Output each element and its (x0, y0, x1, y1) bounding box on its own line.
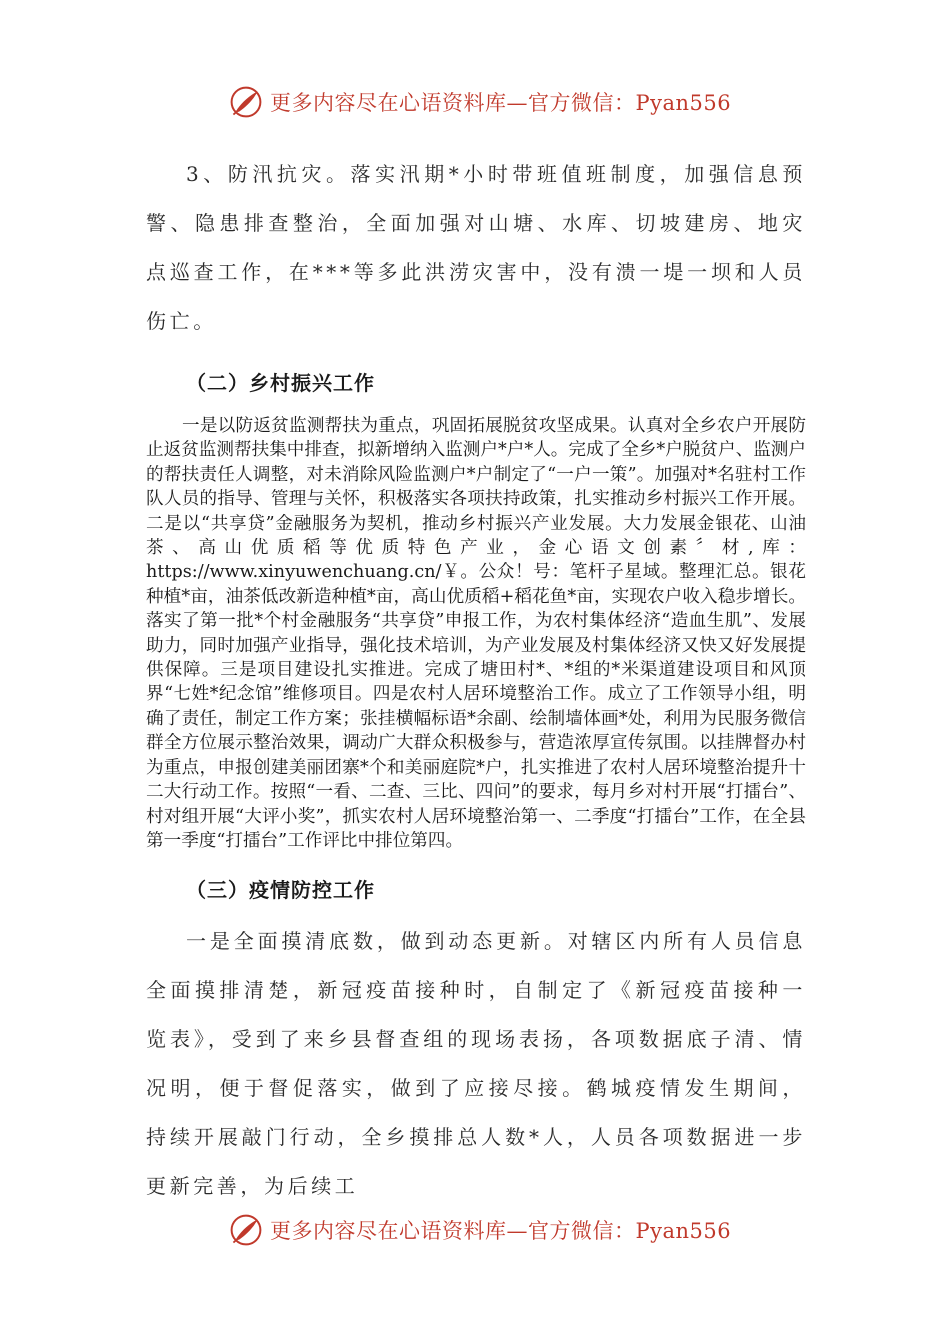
document-body (146, 150, 806, 1211)
epidemic-control-heading: （三）疫情防控工作 (186, 878, 375, 903)
footer-watermark-text: 更多内容尽在心语资料库—官方微信：Pyan556 (270, 1219, 732, 1243)
epidemic-control-paragraph: 一是全面摸清底数，做到动态更新。对辖区内所有人员信息全面摸排清楚，新冠疫苗接种时，自制定了《新冠疫苗接种一览表》，受到了来乡县督查组的现场表扬，各项数据底子清、情况明，便于督促落实，做到了应接尽接。鹤城疫情发生期间，持续开展敲门行动，全乡摸排总人数*人，人员各项数据进一步更新完善，为后续工 (146, 929, 806, 1199)
header-watermark-text: 更多内容尽在心语资料库—官方微信：Pyan556 (270, 91, 732, 115)
quill-pen-logo-icon (228, 84, 264, 120)
footer-watermark-banner (228, 1210, 748, 1250)
rural-revitalization-paragraph: 一是以防返贫监测帮扶为重点，巩固拓展脱贫攻坚成果。认真对全乡农户开展防止返贫监测帮扶集中排查，拟新增纳入监测户*户*人。完成了全乡*户脱贫户、监测户的帮扶责任人调整，对未消除风险监测户*户制定了“一户一策”。加强对*名驻村工作队人员的指导、管理与关怀，积极落实各项扶持政策，扎实推动乡村振兴工作开展。二是以“共享贷”金融服务为契机，推动乡村振兴产业发展。大力发展金银花、山油茶、高山优质稻等优质特色产业，金心语文创素〞材,库：https://www.xinyuwenchuang.cn/￥。公众！号：笔杆子星域。整理汇总。银花种植*亩，油茶低改新造种植*亩，高山优质稻+稻花鱼*亩，实现农户收入稳步增长。落实了第一批*个村金融服务“共享贷”申报工作，为农村集体经济“造血生肌”、发展助力，同时加强产业指导，强化技术培训，为产业发展及村集体经济又快又好发展提供保障。三是项目建设扎实推进。完成了塘田村*、*组的*米渠道建设项目和风顶界“七姓*纪念馆”维修项目。四是农村人居环境整治工作。成立了工作领导小组，明确了责任，制定工作方案；张挂横幅标语*余副、绘制墙体画*处，利用为民服务微信群全方位展示整治效果，调动广大群众积极参与，营造浓厚宣传氛围。以挂牌督办村为重点，申报创建美丽团寨*个和美丽庭院*户，扎实推进了农村人居环境整治提升十二大行动工作。按照“一看、二查、三比、四问”的要求，每月乡对村开展“打擂台”、村对组开展“大评小奖”，抓实农村人居环境整治第一、二季度“打擂台”工作，在全县第一季度“打擂台”工作评比中排位第四。 (146, 416, 806, 851)
quill-pen-logo-icon (228, 1212, 264, 1248)
flood-control-paragraph: 3、防汛抗灾。落实汛期*小时带班值班制度，加强信息预警、隐患排查整治，全面加强对山塘、水库、切坡建房、地灾点巡查工作，在***等多此洪涝灾害中，没有溃一堤一坝和人员伤亡。 (146, 162, 806, 333)
rural-revitalization-heading: （二）乡村振兴工作 (186, 371, 375, 395)
header-watermark-banner (228, 82, 748, 122)
